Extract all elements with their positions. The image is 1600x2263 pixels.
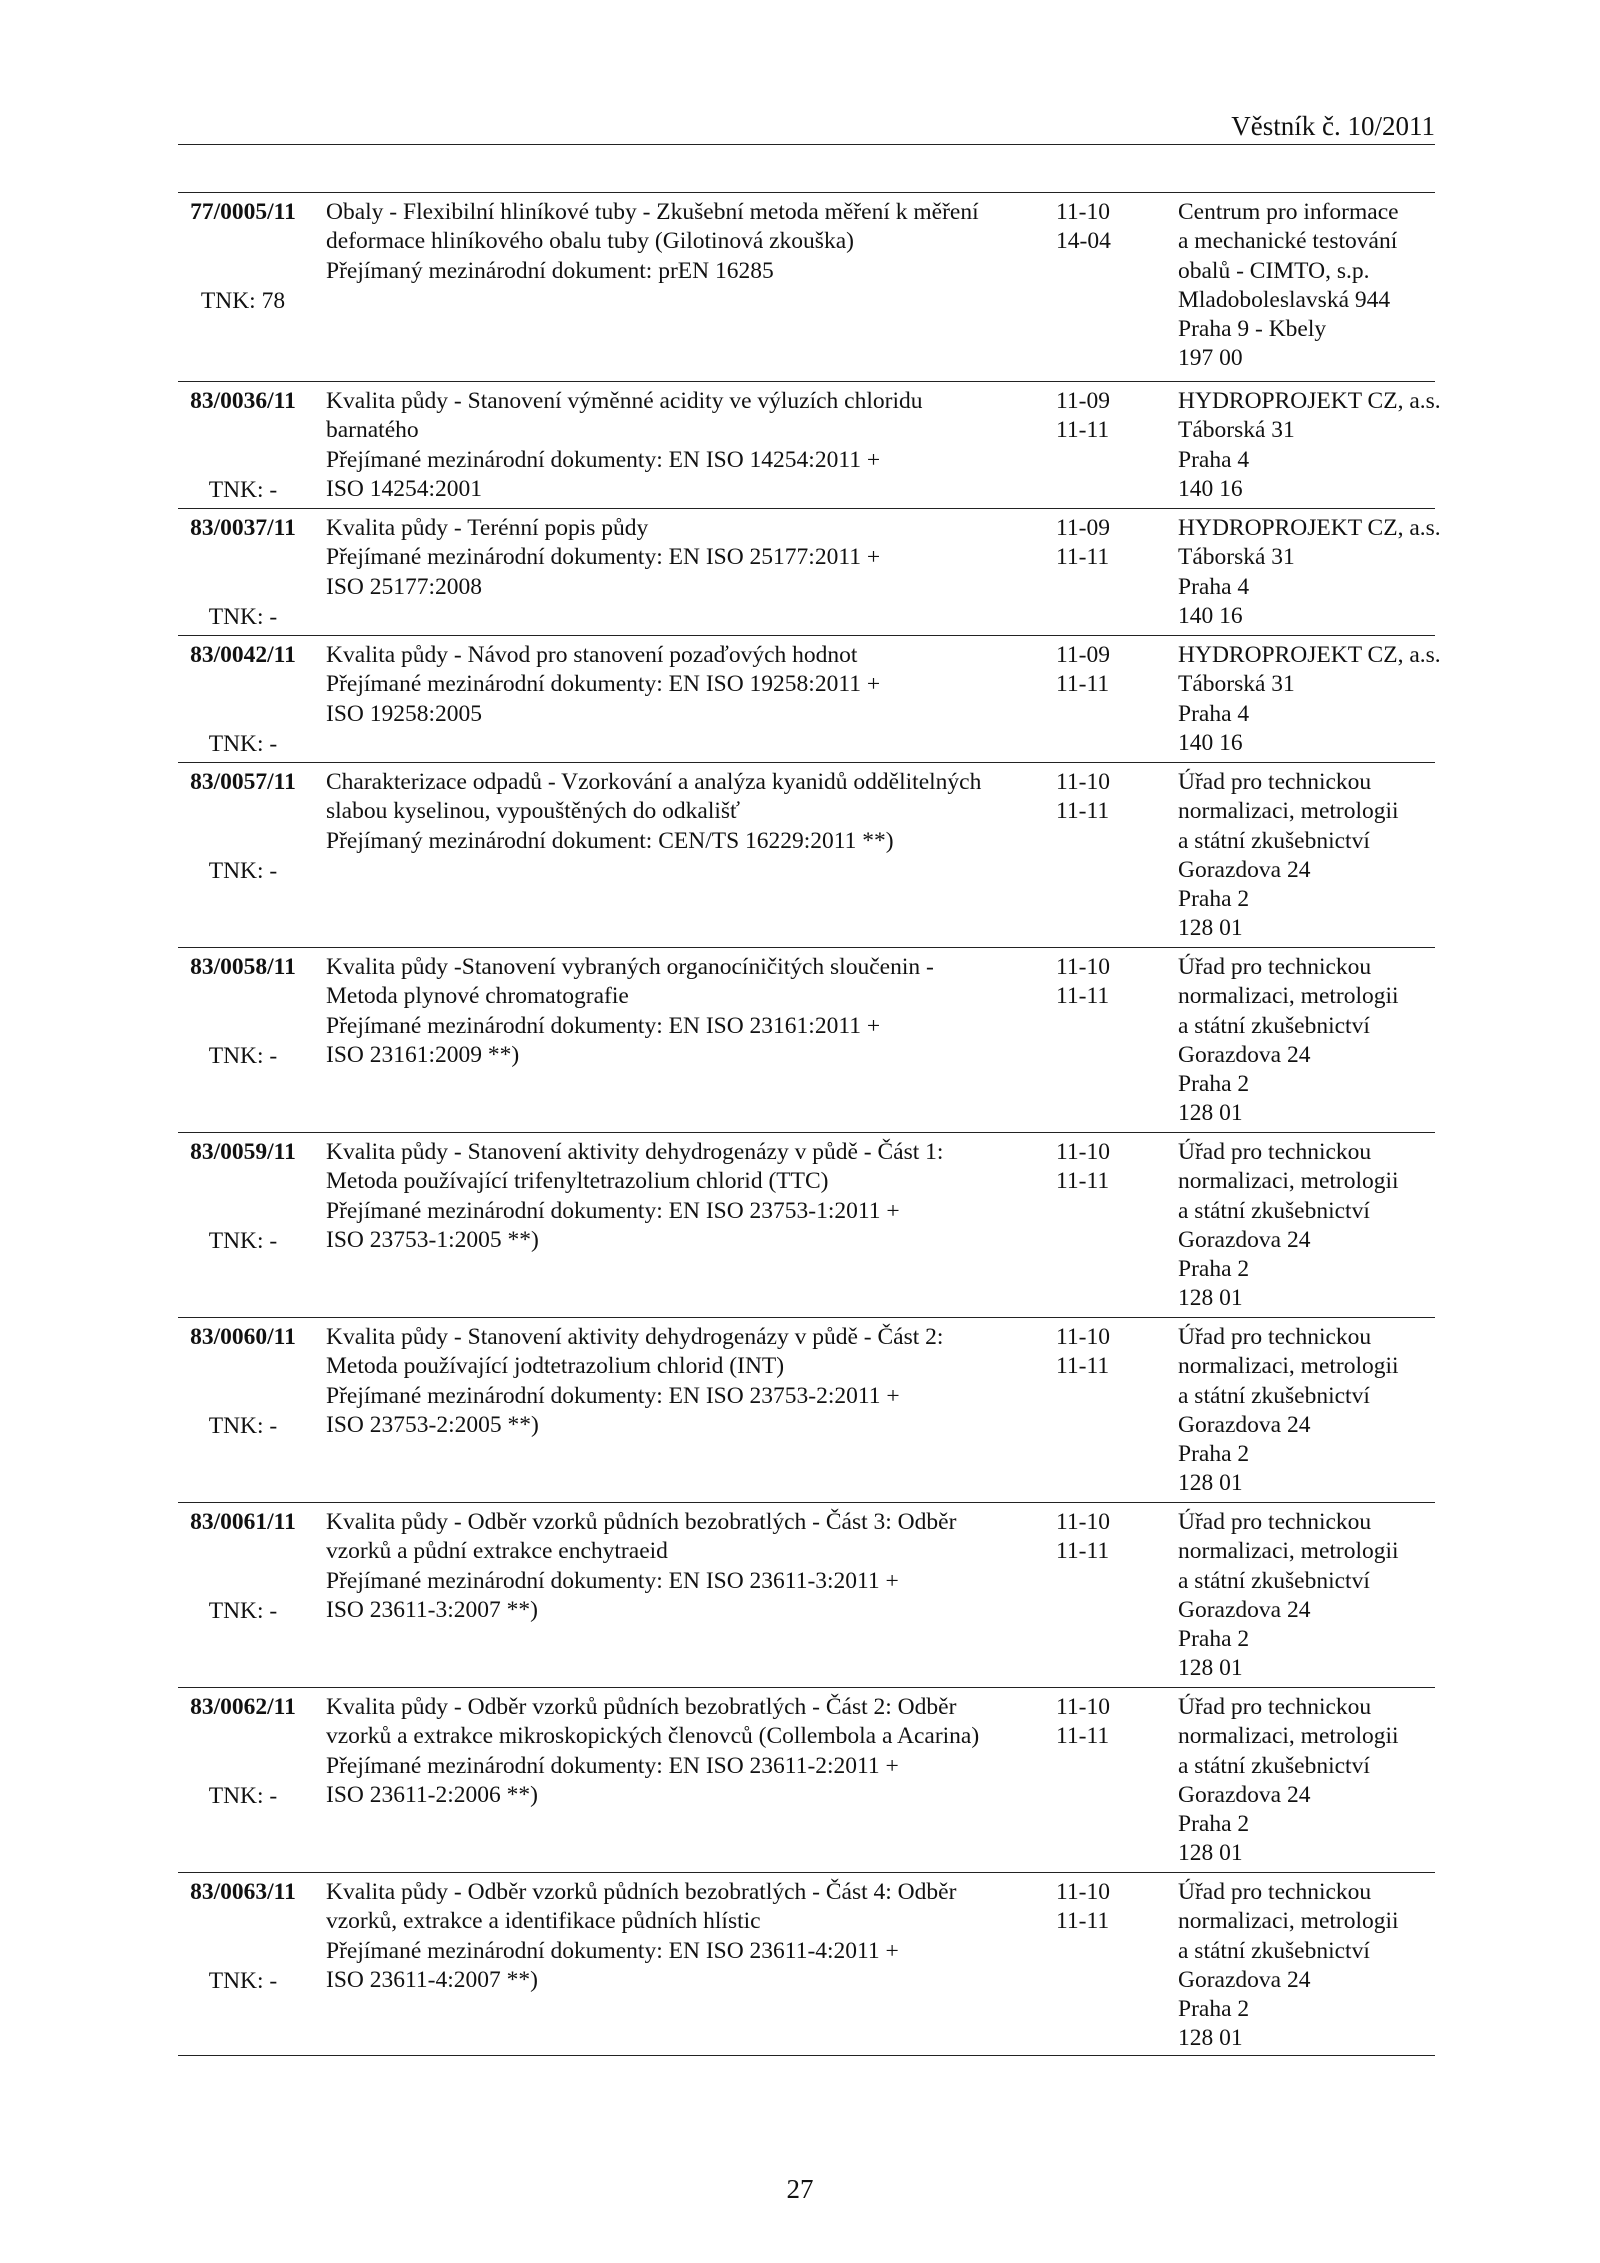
- entry-address-line: Praha 2: [1178, 1256, 1250, 1283]
- entry-address-line: a státní zkušebnictví: [1178, 1382, 1370, 1409]
- entry-address-line: Gorazdova 24: [1178, 856, 1311, 883]
- entry-address-line: Táborská 31: [1178, 417, 1295, 444]
- entry-codes-line: 11-11: [1056, 1168, 1110, 1195]
- entry-address-line: obalů - CIMTO, s.p.: [1178, 257, 1370, 284]
- entry-codes-line: 11-11: [1056, 1353, 1110, 1380]
- entry-codes-line: 11-11: [1056, 1723, 1110, 1750]
- entry-codes-line: 11-10: [1056, 1879, 1110, 1905]
- table-row: [178, 947, 1435, 1132]
- entry-address-line: a mechanické testování: [1178, 228, 1398, 255]
- entry-codes-line: 11-09: [1056, 515, 1110, 541]
- entry-codes-line: 11-11: [1056, 417, 1110, 444]
- entry-address-line: Úřad pro technickou: [1178, 1324, 1372, 1350]
- entry-address-line: Gorazdova 24: [1178, 1966, 1311, 1993]
- entry-address-line: 140 16: [1178, 729, 1243, 756]
- entry-number: 83/0057/11: [190, 769, 296, 795]
- entry-description-line: ISO 23611-3:2007 **): [326, 1596, 538, 1623]
- entry-codes: [1056, 641, 1176, 700]
- entry-tnk: TNK: -: [208, 858, 278, 884]
- table-row: [178, 762, 1435, 947]
- entry-address-line: HYDROPROJEKT CZ, a.s.: [1178, 515, 1441, 541]
- entry-address-line: normalizaci, metrologii: [1178, 983, 1399, 1010]
- entry-address: [1178, 1878, 1448, 2054]
- entry-description-line: ISO 25177:2008: [326, 573, 483, 600]
- entry-description-line: ISO 23753-2:2005 **): [326, 1411, 539, 1438]
- entry-codes-line: 11-11: [1056, 671, 1110, 698]
- entry-address-line: Praha 4: [1178, 446, 1250, 473]
- standards-table: [178, 192, 1441, 2056]
- entry-codes: [1056, 387, 1176, 446]
- entry-address-line: Mladoboleslavská 944: [1178, 286, 1391, 313]
- entry-number: 77/0005/11: [190, 199, 296, 225]
- entry-description-line: vzorků a půdní extrakce enchytraeid: [326, 1538, 668, 1565]
- entry-description-line: Přejímané mezinárodní dokumenty: EN ISO 14254:2011 +: [326, 446, 881, 473]
- table-row: [178, 1687, 1435, 1872]
- entry-description-line: Přejímané mezinárodní dokumenty: EN ISO 23753-2:2011 +: [326, 1382, 900, 1409]
- entry-description-line: Kvalita půdy - Stanovení výměnné acidity ve výluzích chloridu: [326, 388, 923, 414]
- entry-address: [1178, 198, 1448, 374]
- entry-number: 83/0062/11: [190, 1694, 296, 1720]
- entry-address-line: Praha 2: [1178, 1071, 1250, 1098]
- entry-address-line: normalizaci, metrologii: [1178, 798, 1399, 825]
- entry-address: [1178, 953, 1448, 1129]
- entry-description-line: ISO 23161:2009 **): [326, 1041, 520, 1068]
- entry-address-line: Praha 4: [1178, 573, 1250, 600]
- entry-address: [1178, 387, 1448, 504]
- entry-tnk: TNK: -: [208, 1968, 278, 1994]
- entry-address-line: Úřad pro technickou: [1178, 1879, 1372, 1905]
- entry-description-line: ISO 23611-2:2006 **): [326, 1781, 538, 1808]
- entry-codes: [1056, 953, 1176, 1012]
- entry-address-line: 128 01: [1178, 915, 1243, 942]
- entry-description-line: deformace hliníkového obalu tuby (Gilotinová zkouška): [326, 228, 854, 255]
- entry-address-line: 128 01: [1178, 1840, 1243, 1867]
- entry-number: 83/0063/11: [190, 1879, 296, 1905]
- entry-tnk: TNK: -: [208, 477, 278, 503]
- entry-address: [1178, 1138, 1448, 1314]
- entry-address-line: 128 01: [1178, 2025, 1243, 2052]
- header-rule: [178, 144, 1435, 145]
- table-row: [178, 1317, 1435, 1502]
- entry-codes-line: 11-10: [1056, 954, 1110, 980]
- entry-address-line: Praha 9 - Kbely: [1178, 316, 1327, 343]
- entry-description-line: ISO 23611-4:2007 **): [326, 1966, 538, 1993]
- entry-codes: [1056, 768, 1176, 827]
- entry-description-line: Přejímané mezinárodní dokumenty: EN ISO 23161:2011 +: [326, 1012, 881, 1039]
- entry-description-line: Přejímané mezinárodní dokumenty: EN ISO 19258:2011 +: [326, 671, 881, 698]
- entry-address: [1178, 641, 1448, 758]
- table-row: [178, 192, 1435, 381]
- entry-tnk: TNK: -: [208, 731, 278, 757]
- entry-address: [1178, 1693, 1448, 1869]
- entry-address-line: a státní zkušebnictví: [1178, 1567, 1370, 1594]
- entry-description-line: Charakterizace odpadů - Vzorkování a analýza kyanidů oddělitelných: [326, 769, 982, 795]
- entry-address-line: normalizaci, metrologii: [1178, 1723, 1399, 1750]
- entry-description-line: Kvalita půdy - Odběr vzorků půdních bezobratlých - Část 3: Odběr: [326, 1509, 957, 1535]
- entry-address-line: Gorazdova 24: [1178, 1596, 1311, 1623]
- entry-codes: [1056, 1508, 1176, 1567]
- entry-codes-line: 11-11: [1056, 1538, 1110, 1565]
- entry-description-line: Přejímané mezinárodní dokumenty: EN ISO 23611-2:2011 +: [326, 1752, 899, 1779]
- entry-address: [1178, 1508, 1448, 1684]
- entry-description-line: Přejímané mezinárodní dokumenty: EN ISO 23753-1:2011 +: [326, 1197, 900, 1224]
- entry-address-line: Úřad pro technickou: [1178, 1694, 1372, 1720]
- entry-codes-line: 11-10: [1056, 1509, 1110, 1535]
- entry-address-line: Gorazdova 24: [1178, 1226, 1311, 1253]
- entry-tnk: TNK: -: [208, 1228, 278, 1254]
- table-row: [178, 1872, 1435, 2056]
- table-row: [178, 1502, 1435, 1687]
- entry-tnk: TNK: -: [208, 1783, 278, 1809]
- entry-description-line: Metoda plynové chromatografie: [326, 983, 629, 1010]
- entry-description-line: Kvalita půdy - Odběr vzorků půdních bezobratlých - Část 2: Odběr: [326, 1694, 957, 1720]
- entry-address-line: a státní zkušebnictví: [1178, 1197, 1370, 1224]
- entry-description-line: Metoda používající jodtetrazolium chlorid (INT): [326, 1353, 785, 1380]
- entry-codes: [1056, 1138, 1176, 1197]
- entry-description-line: Přejímané mezinárodní dokumenty: EN ISO 23611-3:2011 +: [326, 1567, 899, 1594]
- entry-description-line: Kvalita půdy - Terénní popis půdy: [326, 515, 649, 541]
- entry-codes-line: 11-10: [1056, 199, 1110, 225]
- entry-address-line: 128 01: [1178, 1470, 1243, 1497]
- entry-codes-line: 11-11: [1056, 544, 1110, 571]
- table-row: [178, 508, 1441, 635]
- entry-address-line: normalizaci, metrologii: [1178, 1538, 1399, 1565]
- entry-codes-line: 11-10: [1056, 1324, 1110, 1350]
- entry-tnk: TNK: -: [208, 1413, 278, 1439]
- entry-codes-line: 11-11: [1056, 1908, 1110, 1935]
- entry-tnk: TNK: -: [208, 1598, 278, 1624]
- entry-description-line: Kvalita půdy - Stanovení aktivity dehydrogenázy v půdě - Část 2:: [326, 1324, 944, 1350]
- entry-address: [1178, 1323, 1448, 1499]
- entry-address-line: Úřad pro technickou: [1178, 954, 1372, 980]
- entry-codes-line: 14-04: [1056, 228, 1111, 255]
- entry-address-line: Gorazdova 24: [1178, 1781, 1311, 1808]
- entry-address-line: Praha 2: [1178, 1811, 1250, 1838]
- entry-number: 83/0061/11: [190, 1509, 296, 1535]
- entry-tnk: TNK: -: [208, 1043, 278, 1069]
- entry-description-line: Kvalita půdy - Odběr vzorků půdních bezobratlých - Část 4: Odběr: [326, 1879, 957, 1905]
- entry-address-line: HYDROPROJEKT CZ, a.s.: [1178, 642, 1441, 668]
- entry-address-line: Táborská 31: [1178, 671, 1295, 698]
- entry-address-line: normalizaci, metrologii: [1178, 1353, 1399, 1380]
- table-row: [178, 381, 1441, 508]
- page-number: 27: [786, 2174, 814, 2204]
- entry-codes: [1056, 198, 1176, 257]
- entry-address-line: a státní zkušebnictví: [1178, 1937, 1370, 1964]
- entry-codes-line: 11-09: [1056, 388, 1110, 414]
- entry-address-line: Táborská 31: [1178, 544, 1295, 571]
- entry-codes-line: 11-11: [1056, 798, 1110, 825]
- entry-description-line: barnatého: [326, 417, 419, 444]
- entry-description-line: vzorků a extrakce mikroskopických členovců (Collembola a Acarina): [326, 1723, 980, 1750]
- entry-tnk: TNK: -: [208, 604, 278, 630]
- entry-number: 83/0060/11: [190, 1324, 296, 1350]
- entry-address-line: a státní zkušebnictví: [1178, 827, 1370, 854]
- entry-address-line: 140 16: [1178, 602, 1243, 629]
- entry-address-line: Praha 4: [1178, 700, 1250, 727]
- entry-description-line: Přejímaný mezinárodní dokument: CEN/TS 16229:2011 **): [326, 827, 894, 854]
- entry-address-line: 128 01: [1178, 1285, 1243, 1312]
- entry-address-line: Praha 2: [1178, 1441, 1250, 1468]
- entry-address-line: HYDROPROJEKT CZ, a.s.: [1178, 388, 1441, 414]
- entry-description-line: ISO 19258:2005: [326, 700, 483, 727]
- entry-address: [1178, 768, 1448, 944]
- entry-codes: [1056, 1693, 1176, 1752]
- entry-address-line: Centrum pro informace: [1178, 199, 1399, 225]
- entry-codes-line: 11-11: [1056, 983, 1110, 1010]
- entry-tnk: TNK: 78: [200, 288, 286, 314]
- entry-number: 83/0042/11: [190, 642, 296, 668]
- entry-number: 83/0036/11: [190, 388, 296, 414]
- entry-address-line: a státní zkušebnictví: [1178, 1752, 1370, 1779]
- entry-description-line: Kvalita půdy - Návod pro stanovení pozaďových hodnot: [326, 642, 858, 668]
- entry-number: 83/0058/11: [190, 954, 296, 980]
- entry-address-line: 128 01: [1178, 1655, 1243, 1682]
- entry-address-line: normalizaci, metrologii: [1178, 1908, 1399, 1935]
- entry-description-line: ISO 23753-1:2005 **): [326, 1226, 539, 1253]
- entry-number: 83/0037/11: [190, 515, 296, 541]
- entry-description-line: Kvalita půdy - Stanovení aktivity dehydrogenázy v půdě - Část 1:: [326, 1139, 944, 1165]
- entry-description-line: ISO 14254:2001: [326, 475, 483, 502]
- entry-description-line: Přejímané mezinárodní dokumenty: EN ISO 23611-4:2011 +: [326, 1937, 899, 1964]
- entry-address-line: a státní zkušebnictví: [1178, 1012, 1370, 1039]
- entry-address: [1178, 514, 1448, 631]
- entry-description-line: Kvalita půdy -Stanovení vybraných organocíničitých sloučenin -: [326, 954, 934, 980]
- entry-description-line: Obaly - Flexibilní hliníkové tuby - Zkušební metoda měření k měření: [326, 199, 979, 225]
- entry-address-line: Gorazdova 24: [1178, 1041, 1311, 1068]
- page-header-title: Věstník č. 10/2011: [1231, 111, 1435, 141]
- entry-codes-line: 11-10: [1056, 1139, 1110, 1165]
- entry-address-line: Úřad pro technickou: [1178, 1139, 1372, 1165]
- entry-codes: [1056, 1878, 1176, 1937]
- entry-address-line: Praha 2: [1178, 886, 1250, 913]
- entry-codes: [1056, 514, 1176, 573]
- entry-address-line: normalizaci, metrologii: [1178, 1168, 1399, 1195]
- entry-description-line: slabou kyselinou, vypouštěných do odkališť: [326, 798, 741, 825]
- entry-address-line: Úřad pro technickou: [1178, 769, 1372, 795]
- entry-description-line: Přejímané mezinárodní dokumenty: EN ISO 25177:2011 +: [326, 544, 881, 571]
- table-row: [178, 635, 1441, 762]
- entry-address-line: Úřad pro technickou: [1178, 1509, 1372, 1535]
- entry-codes-line: 11-10: [1056, 1694, 1110, 1720]
- entry-address-line: Praha 2: [1178, 1626, 1250, 1653]
- entry-description-line: vzorků, extrakce a identifikace půdních hlístic: [326, 1908, 761, 1935]
- entry-address-line: 140 16: [1178, 475, 1243, 502]
- entry-number: 83/0059/11: [190, 1139, 296, 1165]
- entry-codes-line: 11-10: [1056, 769, 1110, 795]
- entry-codes-line: 11-09: [1056, 642, 1110, 668]
- entry-address-line: Praha 2: [1178, 1996, 1250, 2023]
- entry-description-line: Přejímaný mezinárodní dokument: prEN 16285: [326, 257, 774, 284]
- entry-address-line: 128 01: [1178, 1100, 1243, 1127]
- entry-address-line: Gorazdova 24: [1178, 1411, 1311, 1438]
- entry-description-line: Metoda používající trifenyltetrazolium chlorid (TTC): [326, 1168, 829, 1195]
- entry-codes: [1056, 1323, 1176, 1382]
- entry-address-line: 197 00: [1178, 345, 1243, 372]
- table-row: [178, 1132, 1435, 1317]
